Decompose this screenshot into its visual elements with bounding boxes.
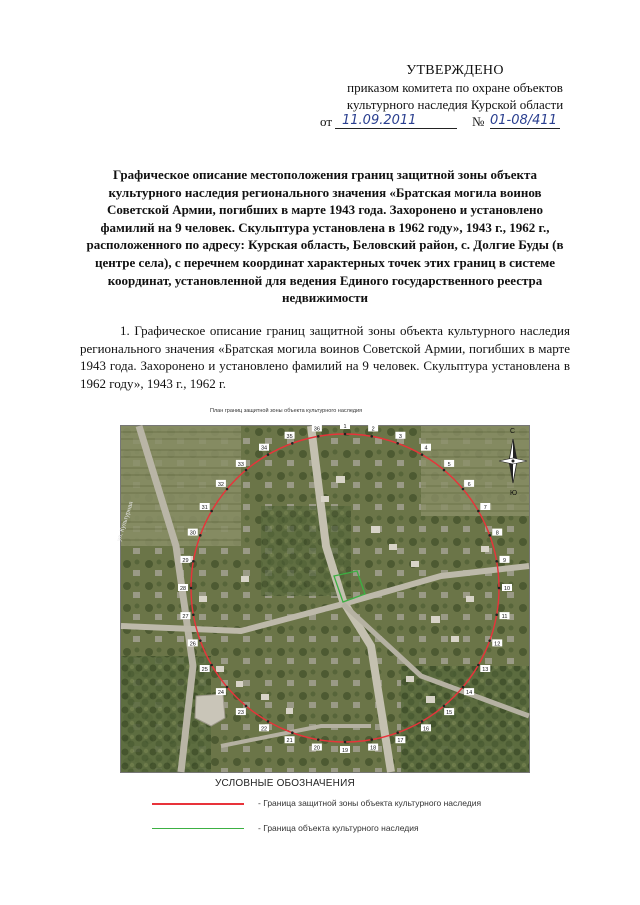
from-prefix: от — [320, 114, 333, 129]
boundary-point-label: 18 — [370, 745, 377, 752]
boundary-point-marker — [477, 664, 480, 667]
boundary-point-marker — [192, 613, 195, 616]
boundary-point-marker — [498, 587, 501, 590]
boundary-point-marker — [477, 510, 480, 513]
boundary-point-label: 25 — [201, 667, 208, 673]
boundary-point-label: 19 — [341, 748, 349, 754]
boundary-point-marker — [245, 705, 248, 708]
boundary-point-marker — [226, 488, 229, 491]
boundary-point-marker — [190, 587, 193, 590]
approval-line-2: культурного наследия Курской области — [346, 97, 564, 112]
boundary-point-marker — [199, 534, 202, 537]
boundary-point-marker — [192, 560, 195, 563]
boundary-point-label: 30 — [189, 530, 196, 537]
boundary-point-marker — [199, 639, 202, 642]
boundary-point-marker — [226, 686, 229, 689]
boundary-point-label: 6 — [467, 481, 471, 488]
boundary-point-label: 34 — [260, 445, 268, 452]
approval-block — [310, 62, 600, 131]
boundary-point-label: 5 — [447, 461, 451, 468]
boundary-point-label: 9 — [503, 557, 507, 564]
boundary-point-marker — [344, 433, 347, 436]
boundary-point-label: 22 — [260, 726, 268, 733]
approval-date-line — [310, 113, 600, 131]
boundary-point-label: 24 — [217, 690, 224, 697]
boundary-point-label: 10 — [503, 586, 511, 592]
boundary-map — [116, 424, 530, 773]
document-title: Графическое описание местоположения границ защитной зоны объекта культурного наследия регионального значения «Братская могила воинов Советской Армии, погибших в марте 1943 года. Захоронено и установлено фамилий на 9 человек. Скульптура установлена в 1962 году», 1943 г., 1962 г., расположенного по адресу: Курская область, Беловский район, с. Долгие Буды (в центре села), с перечнем координат характерных точек этих границ в системе координат, установленной для ведения Единого государственного реестра недвижимости — [86, 167, 564, 306]
boundary-point-label: 29 — [182, 557, 189, 564]
approval-date: 11.09.2011 — [342, 113, 417, 128]
boundary-point-label: 26 — [189, 641, 196, 648]
boundary-point-marker — [370, 738, 373, 741]
boundary-point-marker — [370, 435, 373, 438]
boundary-point-marker — [443, 705, 446, 708]
boundary-point-label: 27 — [182, 614, 189, 621]
boundary-point-label: 23 — [237, 710, 244, 717]
boundary-point-label: 17 — [397, 738, 404, 745]
boundary-point-label: 7 — [483, 505, 487, 511]
boundary-point-label: 16 — [422, 726, 430, 733]
boundary-point-label: 28 — [179, 586, 187, 592]
boundary-point-label: 20 — [313, 745, 320, 752]
boundary-point-marker — [210, 664, 213, 667]
boundary-point-marker — [291, 442, 294, 445]
boundary-point-label: 12 — [494, 641, 501, 648]
boundary-point-marker — [462, 488, 465, 491]
boundary-point-label: 2 — [371, 426, 375, 433]
boundary-point-marker — [462, 686, 465, 689]
boundary-point-label: 36 — [313, 426, 320, 433]
boundary-point-label: 14 — [466, 690, 473, 697]
map-image — [116, 424, 529, 772]
street-label: ул. Культурная — [116, 500, 135, 543]
boundary-point-marker — [267, 720, 270, 723]
boundary-point-marker — [344, 741, 347, 744]
boundary-point-marker — [267, 453, 270, 456]
boundary-point-marker — [421, 720, 424, 723]
boundary-point-label: 4 — [424, 445, 428, 452]
approval-line-1: приказом комитета по охране объектов — [347, 80, 563, 95]
compass-south: Ю — [510, 490, 518, 497]
boundary-point-marker — [488, 534, 491, 537]
boundary-point-marker — [317, 738, 320, 741]
boundary-point-marker — [245, 469, 248, 472]
boundary-point-label: 21 — [286, 738, 293, 745]
boundary-point-marker — [495, 560, 498, 563]
legend-zone-swatch — [152, 803, 244, 805]
legend-zone-label: - Граница защитной зоны объекта культурного наследия — [258, 798, 482, 808]
boundary-point-label: 33 — [237, 461, 244, 468]
number-prefix: № — [472, 114, 485, 129]
compass-north: С — [510, 428, 516, 435]
boundary-point-label: 32 — [217, 481, 224, 488]
boundary-point-marker — [396, 731, 399, 734]
boundary-point-marker — [443, 469, 446, 472]
boundary-point-label: 15 — [446, 710, 453, 717]
boundary-point-marker — [396, 442, 399, 445]
plan-title: План границ защитной зоны объекта культурного наследия — [210, 408, 363, 414]
boundary-point-marker — [210, 510, 213, 513]
paragraph-1: 1. Графическое описание границ защитной зоны объекта культурного наследия регионального значения «Братская могила воинов Советской Армии, погибших в марте 1943 года. Захоронено и установлено фамилий на 9 человек. Скульптура установлена в 1962 году», 1943 г., 1962 г. — [80, 323, 570, 391]
boundary-point-marker — [495, 613, 498, 616]
boundary-point-label: 3 — [398, 433, 402, 440]
legend-object-label: - Граница объекта культурного наследия — [258, 823, 419, 833]
boundary-point-label: 11 — [501, 614, 508, 621]
boundary-point-label: 31 — [201, 505, 208, 511]
boundary-point-label: 8 — [495, 530, 499, 537]
boundary-point-label: 35 — [286, 433, 293, 440]
approval-number: 01-08/411 — [490, 113, 557, 128]
boundary-point-label: 1 — [343, 424, 347, 430]
boundary-point-label: 13 — [482, 667, 489, 673]
approval-title: УТВЕРЖДЕНО — [406, 63, 504, 78]
legend-title: УСЛОВНЫЕ ОБОЗНАЧЕНИЯ — [215, 778, 355, 789]
boundary-point-marker — [317, 435, 320, 438]
legend-object-swatch — [152, 828, 244, 829]
boundary-point-marker — [421, 453, 424, 456]
boundary-point-marker — [291, 731, 294, 734]
boundary-point-marker — [488, 639, 491, 642]
